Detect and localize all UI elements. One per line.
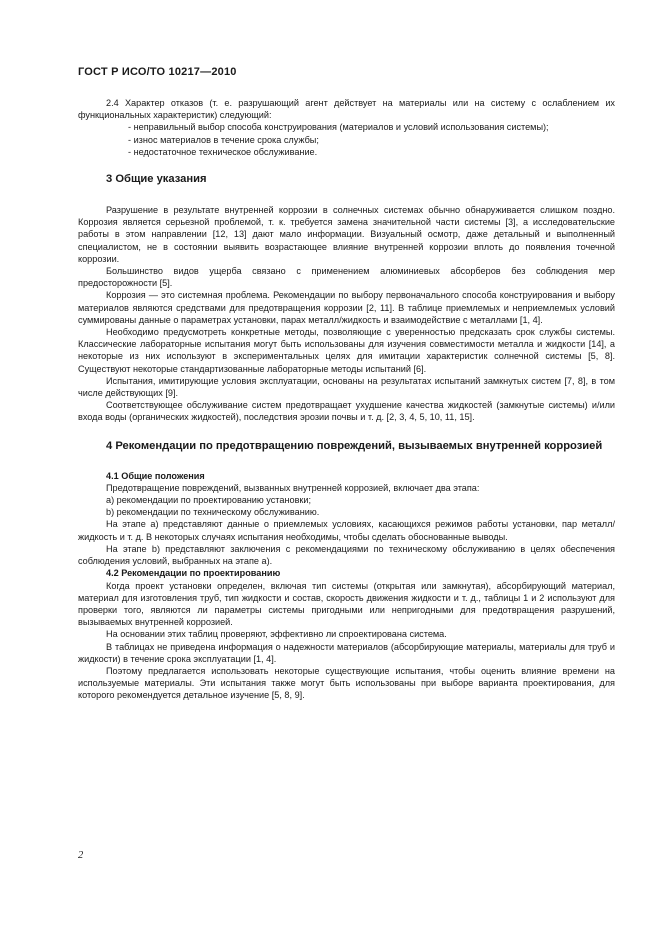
- paragraph: В таблицах не приведена информация о надежности материалов (абсорбирующие материалы, материалы для труб и жидкости) в течение срока эксплуатации [1, 4].: [78, 641, 615, 664]
- page-content: [78, 97, 615, 702]
- section-heading: 4 Рекомендации по предотвращению повреждений, вызываемых внутренней коррозией: [106, 439, 603, 452]
- list-item: - неправильный выбор способа конструирования (материалов и условий использования системы);: [128, 122, 549, 133]
- paragraph: На этапе а) представляют данные о приемлемых условиях, касающихся режимов работы установки, пар металл/жидкость и т. д. В некоторых случаях испытания необходимы, чтобы сделать обоснованные выводы.: [78, 519, 615, 542]
- paragraph: Большинство видов ущерба связано с применением алюминиевых абсорберов без соблюдения мер предосторожности [5].: [78, 266, 615, 289]
- paragraph: Когда проект установки определен, включая тип системы (открытая или замкнутая), абсорбирующий материал, материал для изготовления труб, тип жидкости и состав, скорость движения жидкости и т. д., таблицы 1 и 2 используют для проверки того, являются ли параметры системы пригодными или непригодными для предотвращения разрушений, вызываемых внутренней коррозией.: [78, 580, 615, 628]
- paragraph: Поэтому предлагается использовать некоторые существующие испытания, чтобы оценить влияние времени на используемые материалы. Эти испытания также могут быть использованы при выборе варианта проектирования, для которого рекомендуется детальное изучение [5, 8, 9].: [78, 665, 615, 701]
- paragraph: На этапе b) представляют заключения с рекомендациями по техническому обслуживанию в целях обеспечения соблюдения условий, выбранных на этапе а).: [78, 543, 615, 567]
- paragraph: Разрушение в результате внутренней коррозии в солнечных системах обычно обнаруживается слишком поздно. Коррозия является серьезной проблемой, т. к. требуется замена значительной части системы [3], а исследовательские работы в этом направлении [12, 13] дают мало информации. Визуальный осмотр, даже детальный и выполненный специалистом, не в состоянии выявить возрастающее влияние внутренней коррозии вплоть до появления точечной коррозии.: [78, 205, 615, 264]
- page-number: 2: [78, 850, 84, 861]
- paragraph: 2.4 Характер отказов (т. е. разрушающий агент действует на материалы или на систему с ослаблением их функциональных характеристик) следующий:: [78, 98, 615, 121]
- section-heading: 3 Общие указания: [106, 173, 207, 186]
- list-item: - недостаточное техническое обслуживание.: [128, 146, 318, 157]
- list-item: - износ материалов в течение срока службы;: [128, 134, 319, 145]
- list-item: a) рекомендации по проектированию установки;: [106, 495, 312, 506]
- paragraph: Необходимо предусмотреть конкретные методы, позволяющие с уверенностью предсказать срок службы системы. Классические лабораторные испытания могут быть использованы для изучения совместимости металла и жидкости [14], а некоторые из них используют в экспериментальных целях для имитации характеристик солнечной системы [5, 8]. Существуют некоторые стандартизованные лабораторные методы испытаний [6].: [78, 327, 615, 374]
- list-item: b) рекомендации по техническому обслуживанию.: [106, 507, 320, 518]
- document-header: ГОСТ Р ИСО/ТО 10217—2010: [78, 66, 237, 78]
- paragraph: Испытания, имитирующие условия эксплуатации, основаны на результатах испытаний замкнутых систем [7, 8], в том числе действующих [9].: [78, 375, 615, 399]
- paragraph: Соответствующее обслуживание систем предотвращает ухудшение качества жидкостей (замкнутые системы) и/или входа воды (органических жидкостей), последствия эрозии почвы и т. д. [2, 3, 4, 5, 10, 11, 15].: [78, 400, 615, 423]
- subsection-heading: 4.2 Рекомендации по проектированию: [106, 568, 281, 579]
- paragraph: Коррозия — это системная проблема. Рекомендации по выбору первоначального способа конструирования и выбору материалов являются средствами для предотвращения коррозии [2, 11]. В таблице приемлемых и неприемлемых условий суммированы данные о параметрах установки, парах металл/жидкость и взаимодействие с металлами [1, 4].: [78, 290, 615, 325]
- subsection-heading: 4.1 Общие положения: [106, 470, 205, 481]
- paragraph: Предотвращение повреждений, вызванных внутренней коррозией, включает два этапа:: [106, 482, 480, 493]
- paragraph: На основании этих таблиц проверяют, эффективно ли спроектирована система.: [106, 629, 447, 640]
